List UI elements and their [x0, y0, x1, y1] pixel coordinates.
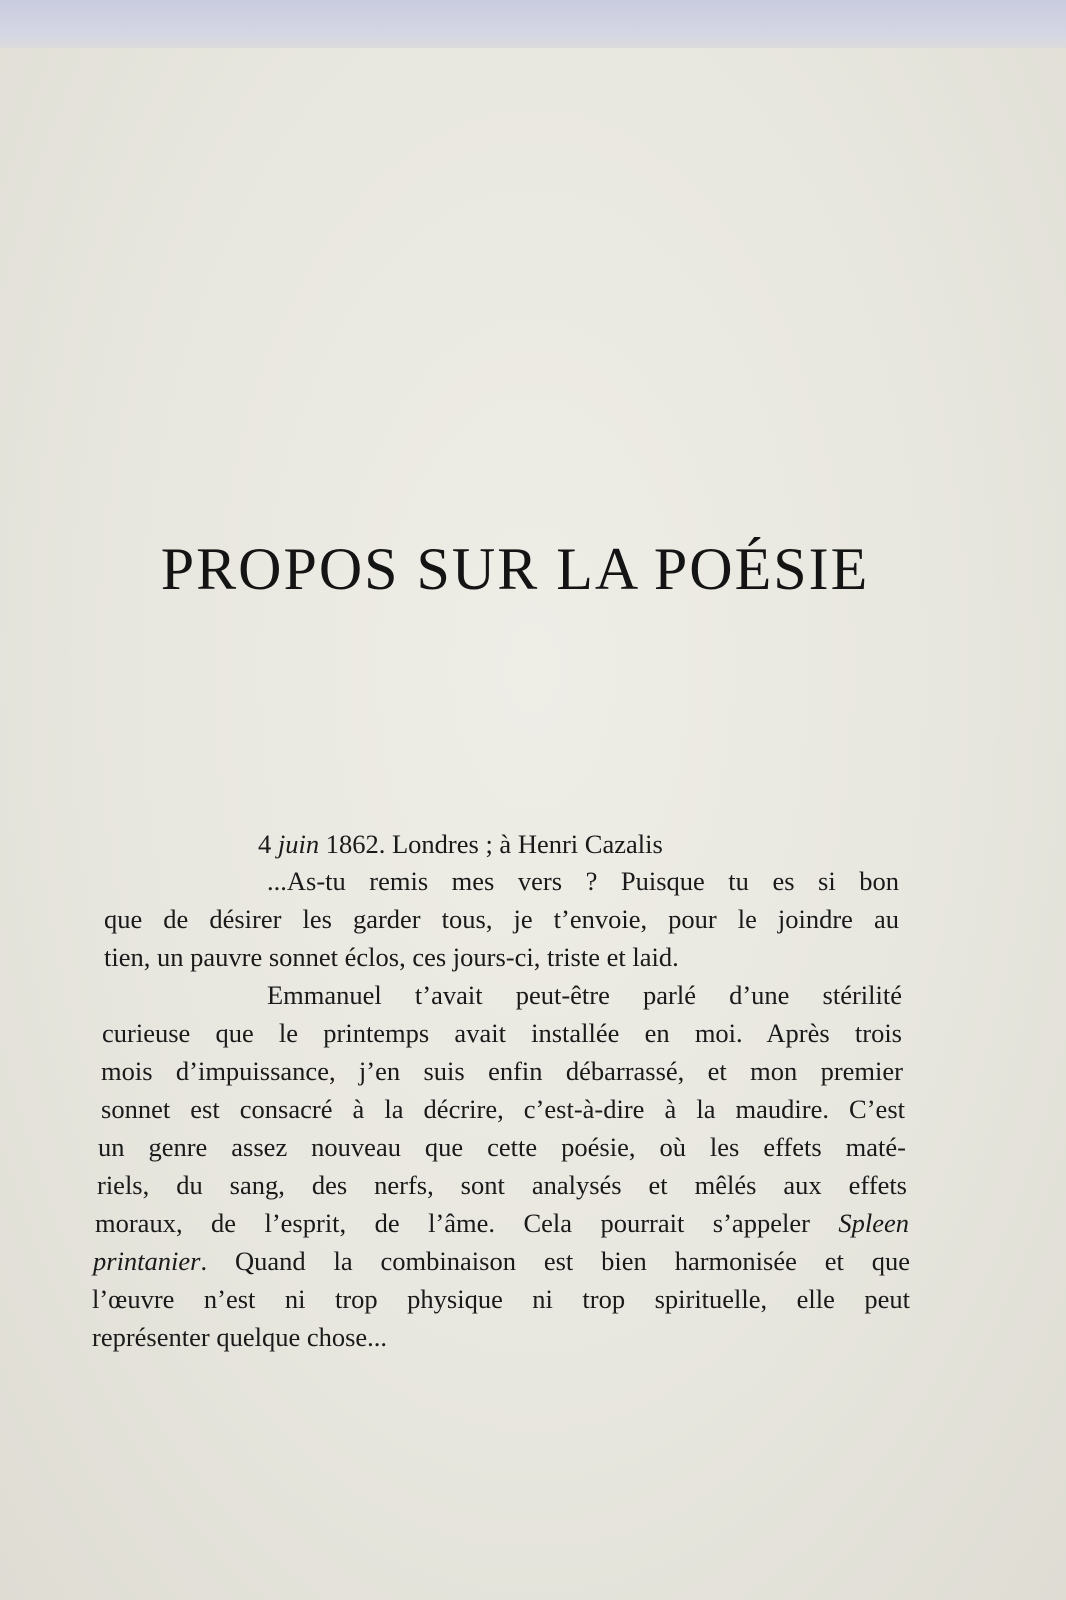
- text-segment: . Quand la combinaison est bien harmonisée et que: [200, 1246, 910, 1276]
- italic-title: Spleen: [838, 1208, 910, 1238]
- text-line: Emmanuel t’avait peut-être parlé d’une stérilité: [267, 980, 902, 1010]
- text-line: ...As-tu remis mes vers ? Puisque tu es si bon: [267, 866, 899, 896]
- text-line: sonnet est consacré à la décrire, c’est-à-dire à la maudire. C’est: [101, 1094, 905, 1124]
- text-segment: moraux, de l’esprit, de l’âme. Cela pourrait s’appeler: [95, 1208, 810, 1238]
- background-band: [0, 0, 1066, 52]
- text-line: que de désirer les garder tous, je t’envoie, pour le joindre au: [104, 904, 899, 934]
- book-page: [0, 48, 1066, 1600]
- letter-heading: [258, 825, 1066, 863]
- text-line: riels, du sang, des nerfs, sont analysés et mêlés aux effets: [97, 1170, 907, 1200]
- text-line: [93, 1242, 910, 1280]
- date-place-recipient: 1862. Londres ; à Henri Cazalis: [325, 829, 663, 859]
- date-day: 4: [258, 829, 272, 859]
- text-line: curieuse que le printemps avait installée en moi. Après trois: [102, 1018, 902, 1048]
- text-line: l’œuvre n’est ni trop physique ni trop spirituelle, elle peut: [92, 1284, 910, 1314]
- italic-title: printanier: [93, 1246, 201, 1276]
- text-line: mois d’impuissance, j’en suis enfin débarrassé, et mon premier: [101, 1056, 903, 1086]
- page-title: PROPOS SUR LA POÉSIE: [160, 536, 870, 602]
- date-month: juin: [277, 829, 320, 859]
- text-line: tien, un pauvre sonnet éclos, ces jours-ci, triste et laid.: [104, 942, 679, 972]
- text-line: représenter quelque chose...: [92, 1322, 388, 1352]
- text-line: un genre assez nouveau que cette poésie, où les effets maté-: [98, 1132, 906, 1162]
- text-line: [95, 1204, 909, 1242]
